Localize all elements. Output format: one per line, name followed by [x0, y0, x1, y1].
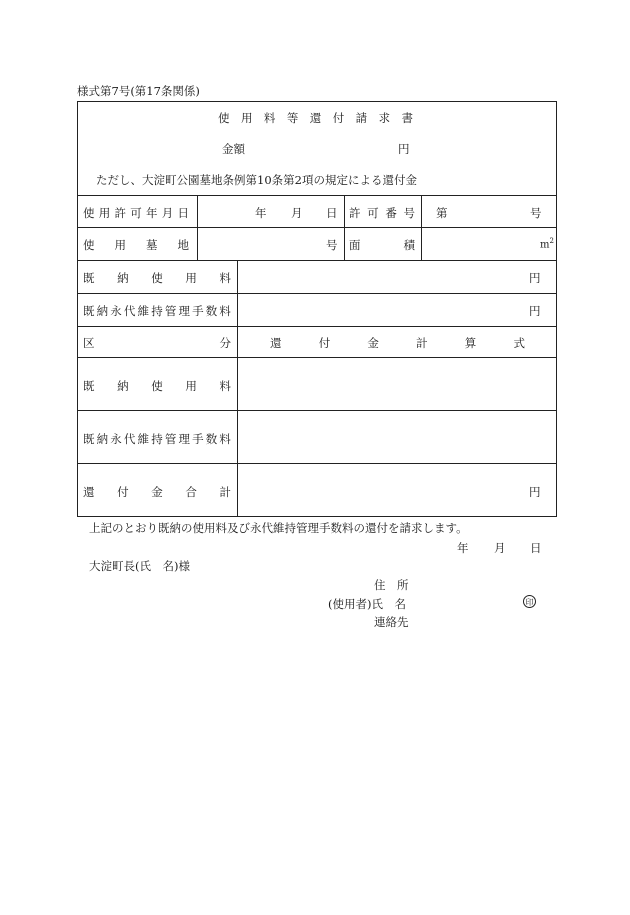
- refund-formula-header: 還 付 金 計 算 式: [270, 336, 525, 350]
- paid-usage-fee-label: 既 納 使 用 料: [83, 271, 231, 285]
- refund-total-label: 還 付 金 合 計: [83, 485, 231, 499]
- divider-after-permit: [77, 227, 557, 228]
- permit-number-prefix: 第: [436, 206, 448, 220]
- addressee: 大淀町長(氏 名)様: [89, 559, 190, 573]
- permit-date-label: 使 用 許 可 年 月 日: [83, 206, 189, 220]
- form-number: 様式第7号(第17条関係): [77, 84, 200, 98]
- grave-label: 使 用 墓 地: [83, 238, 189, 252]
- divider-after-header: [77, 195, 557, 196]
- calc-usage-fee-label: 既 納 使 用 料: [83, 379, 231, 393]
- seal-mark: 印: [523, 595, 536, 608]
- divider-after-grave: [77, 260, 557, 261]
- paid-usage-fee-yen: 円: [529, 271, 541, 285]
- paid-maintenance-fee-label: 既 納 永 代 維 持 管 理 手 数 料: [83, 304, 231, 318]
- refund-total-yen: 円: [529, 485, 541, 499]
- divider-after-paid-maint: [77, 326, 557, 327]
- col-divider-right: [421, 195, 422, 260]
- col-divider-middle: [344, 195, 345, 260]
- amount-yen: 円: [398, 142, 410, 156]
- request-date-day: 日: [530, 541, 542, 555]
- permit-number-label: 許 可 番 号: [349, 206, 415, 220]
- col-divider-label: [197, 195, 198, 260]
- request-date-year: 年: [457, 541, 469, 555]
- paid-maintenance-fee-yen: 円: [529, 304, 541, 318]
- permit-date-day: 日: [326, 206, 338, 220]
- amount-label: 金額: [222, 142, 245, 156]
- permit-date-month: 月: [291, 206, 303, 220]
- permit-date-year: 年: [255, 206, 267, 220]
- grave-number-suffix: 号: [326, 238, 338, 252]
- divider-after-paid-fee: [77, 293, 557, 294]
- applicant-name-label: (使用者)氏 名: [328, 597, 406, 611]
- proviso-text: ただし、大淀町公園墓地条例第10条第2項の規定による還付金: [96, 173, 417, 187]
- calc-maintenance-fee-label: 既 納 永 代 維 持 管 理 手 数 料: [83, 432, 231, 446]
- request-statement: 上記のとおり既納の使用料及び永代維持管理手数料の還付を請求します。: [89, 521, 468, 535]
- request-date-month: 月: [494, 541, 506, 555]
- category-header: 区 分: [83, 336, 231, 350]
- area-unit: $m^2$: [540, 237, 554, 251]
- permit-number-suffix: 号: [530, 206, 542, 220]
- applicant-address-label: 住 所: [374, 578, 409, 592]
- applicant-contact-label: 連絡先: [374, 615, 409, 629]
- divider-after-calc-maint: [77, 463, 557, 464]
- area-label: 面 積: [349, 238, 415, 252]
- divider-after-category-header: [77, 357, 557, 358]
- form-title: 使 用 料 等 還 付 請 求 書: [218, 111, 413, 125]
- divider-after-calc-fee: [77, 410, 557, 411]
- col-divider-lower: [237, 260, 238, 517]
